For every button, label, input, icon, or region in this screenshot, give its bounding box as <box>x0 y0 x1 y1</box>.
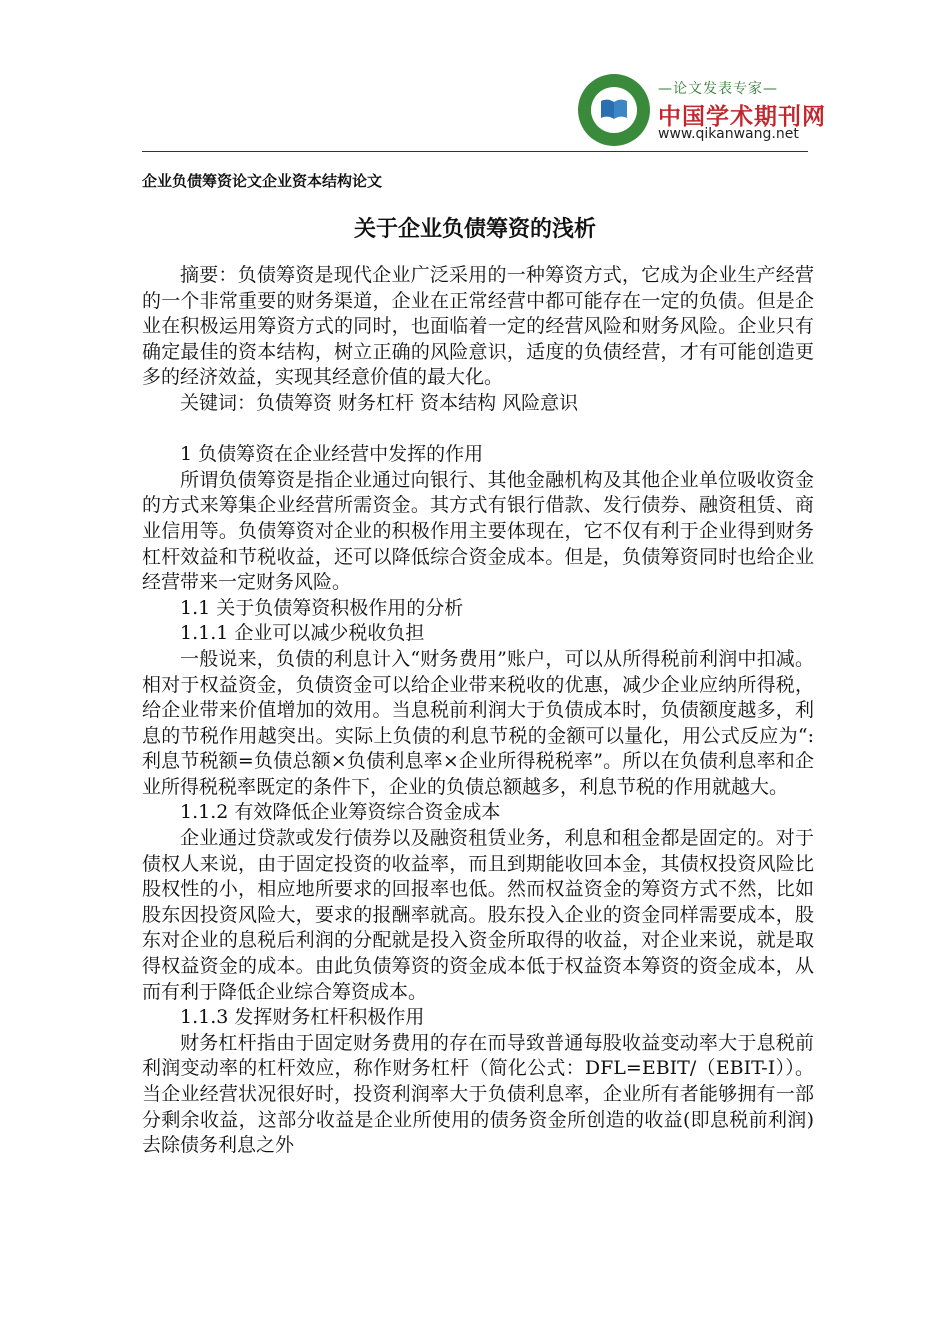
document-title: 关于企业负债筹资的浅析 <box>353 216 596 242</box>
document-category: 企业负债筹资论文企业资本结构论文 <box>142 172 383 190</box>
section-heading: 1 负债筹资在企业经营中发挥的作用 <box>180 443 484 466</box>
abstract-paragraph: 摘要：负债筹资是现代企业广泛采用的一种筹资方式，它成为企业生产经营的一个非常重要的财务渠道，企业在正常经营中都可能存在一定的负债。但是企业在积极运用筹资方式的同时，也面临着一定的经营风险和财务风险。企业只有确定最佳的资本结构，树立正确的风险意识，适度的负债经营，才有可能创造更多的经济效益，实现其经意价值的最大化。 <box>142 264 814 389</box>
subsubsection-heading: 1.1.3 发挥财务杠杆积极作用 <box>180 1006 425 1029</box>
subsubsection-heading: 1.1.1 企业可以减少税收负担 <box>180 622 425 645</box>
keywords-paragraph: 关键词：负债筹资 财务杠杆 资本结构 风险意识 <box>180 391 579 414</box>
logo-tagline: —论文发表专家— <box>658 81 778 97</box>
subsection-heading: 1.1 关于负债筹资积极作用的分析 <box>180 596 464 619</box>
blank-line <box>142 417 814 443</box>
site-logo <box>578 74 826 148</box>
header-divider <box>142 151 808 152</box>
document-body <box>142 263 814 1159</box>
body-paragraph: 一般说来，负债的利息计入“财务费用”账户，可以从所得税前利润中扣减。相对于权益资金，负债资金可以给企业带来税收的优惠，减少企业应纳所得税，给企业带来价值增加的效用。当息税前利润大于负债成本时，负债额度越多，利息的节税作用越突出。实际上负债的利息节税的金额可以量化，用公式反应为“:利息节税额=负债总额×负债利息率×企业所得税税率”。所以在负债利息率和企业所得税税率既定的条件下，企业的负债总额越多，利息节税的作用就越大。 <box>142 647 814 798</box>
body-paragraph: 财务杠杆指由于固定财务费用的存在而导致普通每股收益变动率大于息税前利润变动率的杠杆效应，称作财务杠杆（简化公式：DFL=EBIT/（EBIT-I））。当企业经营状况很好时，投资利润率大于负债利息率，企业所有者能够拥有一部分剩余收益，这部分收益是企业所使用的债务资金所创造的收益(即息税前利润) 去除债务利息之外 <box>142 1031 814 1157</box>
open-book-icon <box>600 98 628 120</box>
subsubsection-heading: 1.1.2 有效降低企业筹资综合资金成本 <box>180 801 501 824</box>
logo-url: www.qikanwang.net <box>658 126 799 142</box>
logo-seal-icon <box>578 74 650 146</box>
body-paragraph: 所谓负债筹资是指企业通过向银行、其他金融机构及其他企业单位吸收资金的方式来筹集企业经营所需资金。其方式有银行借款、发行债券、融资租赁、商业信用等。负债筹资对企业的积极作用主要体现在，它不仅有利于企业得到财务杠杆效益和节税收益，还可以降低综合资金成本。但是，负债筹资同时也给企业经营带来一定财务风险。 <box>142 468 814 594</box>
body-paragraph: 企业通过贷款或发行债券以及融资租赁业务，利息和租金都是固定的。对于债权人来说，由于固定投资的收益率，而且到期能收回本金，其债权投资风险比股权性的小，相应地所要求的回报率也低。然而权益资金的筹资方式不然，比如股东因投资风险大，要求的报酬率就高。股东投入企业的资金同样需要成本，股东对企业的息税后利润的分配就是投入资金所取得的收益，对企业来说，就是取得权益资金的成本。由此负债筹资的资金成本低于权益资本筹资的资金成本，从而有利于降低企业综合筹资成本。 <box>142 827 814 1003</box>
logo-name: 中国学术期刊网 <box>658 104 826 130</box>
